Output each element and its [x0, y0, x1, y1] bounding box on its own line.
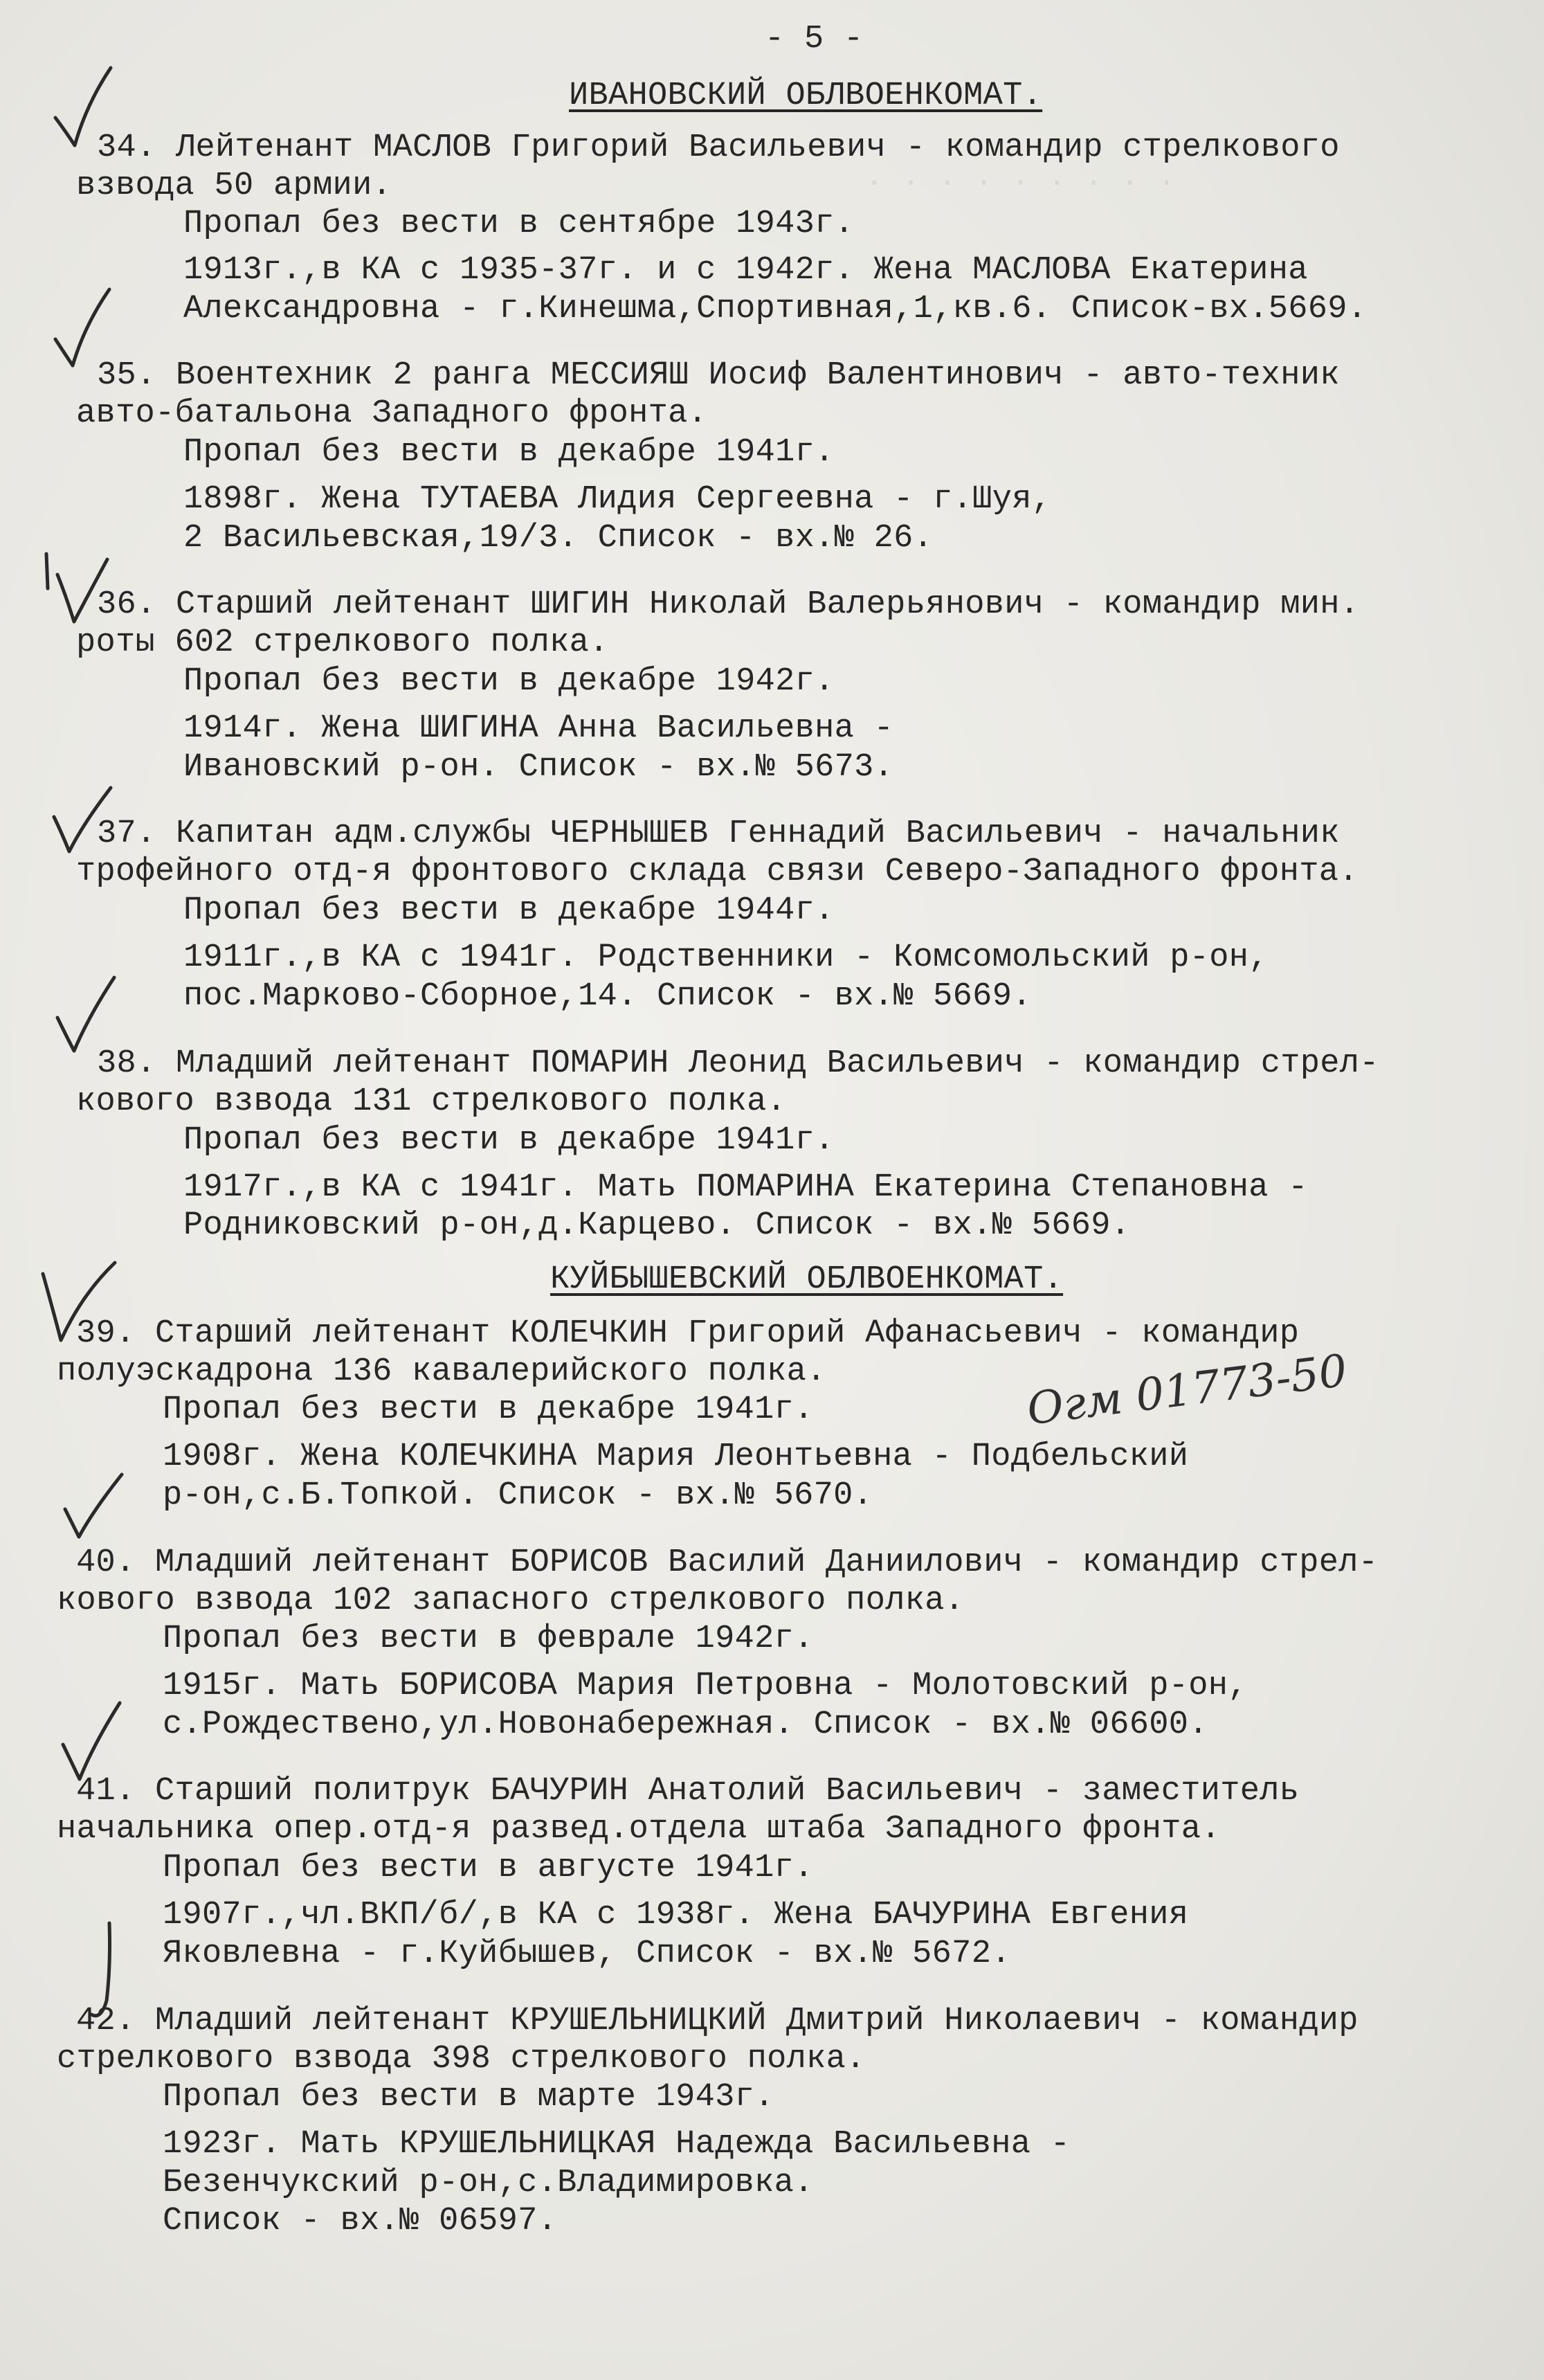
- entry-40-line-2: кового взвода 102 запасного стрелкового полка.: [57, 1583, 965, 1619]
- entry-36-line-2: роты 602 стрелкового полка.: [76, 624, 609, 661]
- entry-41-line-4: 1907г.,чл.ВКП/б/,в КА с 1938г. Жена БАЧУРИНА Евгения: [163, 1897, 1189, 1933]
- entry-41-line-3: Пропал без вести в августе 1941г.: [163, 1850, 814, 1886]
- entry-34-line-3: Пропал без вести в сентябре 1943г.: [183, 206, 855, 242]
- entry-42-line-1: 42. Младший лейтенант КРУШЕЛЬНИЦКИЙ Дмитрий Николаевич - командир: [76, 2003, 1359, 2039]
- entry-41-line-5: Яковлевна - г.Куйбышев, Список - вх.№ 5672.: [163, 1936, 1011, 1972]
- entry-37-line-2: трофейного отд-я фронтового склада связи Северо-Западного фронта.: [76, 854, 1359, 890]
- entry-40-line-1: 40. Младший лейтенант БОРИСОВ Василий Даниилович - командир стрел-: [76, 1544, 1379, 1581]
- entry-40-line-4: 1915г. Мать БОРИСОВА Мария Петровна - Молотовский р-он,: [163, 1668, 1248, 1704]
- entry-37-line-3: Пропал без вести в декабре 1944г.: [183, 892, 835, 929]
- entry-39-line-5: р-он,с.Б.Топкой. Список - вх.№ 5670.: [163, 1477, 873, 1514]
- entry-35-line-4: 1898г. Жена ТУТАЕВА Лидия Сергеевна - г.Шуя,: [183, 481, 1052, 518]
- entry-36-line-4: 1914г. Жена ШИГИНА Анна Васильевна -: [183, 710, 894, 747]
- entry-41-line-2: начальника опер.отд-я развед.отдела штаба Западного фронта.: [57, 1811, 1221, 1848]
- bleed-through-text: · · · · · · · · ·: [865, 166, 1176, 201]
- entry-35-line-1: 35. Воентехник 2 ранга МЕССИЯШ Иосиф Валентинович - авто-техник: [97, 357, 1340, 394]
- entry-38-line-1: 38. Младший лейтенант ПОМАРИН Леонид Васильевич - командир стрел-: [97, 1045, 1379, 1082]
- entry-42-line-6: Список - вх.№ 06597.: [163, 2203, 558, 2239]
- entry-35-line-2: авто-батальона Западного фронта.: [76, 395, 708, 432]
- handwritten-note: Огм 01773-50: [1024, 1345, 1350, 1436]
- entry-42-line-3: Пропал без вести в марте 1943г.: [163, 2079, 774, 2116]
- entry-34-line-2: взвода 50 армии.: [76, 168, 392, 204]
- entry-34-line-4: 1913г.,в КА с 1935-37г. и с 1942г. Жена МАСЛОВА Екатерина: [183, 252, 1308, 289]
- entry-34-line-5: Александровна - г.Кинешма,Спортивная,1,кв.6. Список-вх.5669.: [183, 291, 1368, 327]
- entry-42-line-4: 1923г. Мать КРУШЕЛЬНИЦКАЯ Надежда Васильевна -: [163, 2126, 1071, 2163]
- entry-40-line-5: с.Рождествено,ул.Новонабережная. Список - вх.№ 06600.: [163, 1706, 1208, 1743]
- entry-38-line-5: Родниковский р-он,д.Карцево. Список - вх.№ 5669.: [183, 1207, 1131, 1244]
- entry-39-line-4: 1908г. Жена КОЛЕЧКИНА Мария Леонтьевна - Подбельский: [163, 1439, 1189, 1475]
- entry-36-line-5: Ивановский р-он. Список - вх.№ 5673.: [183, 749, 894, 786]
- entry-37-line-5: пос.Марково-Сборное,14. Список - вх.№ 5669.: [183, 978, 1032, 1015]
- entry-38-line-2: кового взвода 131 стрелкового полка.: [76, 1083, 787, 1120]
- section-heading-kuibyshev: КУЙБЫШЕВСКИЙ ОБЛВОЕНКОМАТ.: [550, 1261, 1064, 1298]
- page-number: - 5 -: [765, 21, 864, 57]
- entry-39-line-1: 39. Старший лейтенант КОЛЕЧКИН Григорий Афанасьевич - командир: [76, 1315, 1300, 1352]
- entry-37-line-1: 37. Капитан адм.службы ЧЕРНЫШЕВ Геннадий Васильевич - начальник: [97, 815, 1340, 852]
- section-heading-ivanovo: ИВАНОВСКИЙ ОБЛВОЕНКОМАТ.: [569, 78, 1043, 114]
- checkmark-icon: [55, 1468, 131, 1544]
- entry-41-line-1: 41. Старший политрук БАЧУРИН Анатолий Васильевич - заместитель: [76, 1773, 1300, 1810]
- entry-38-line-3: Пропал без вести в декабре 1941г.: [183, 1122, 835, 1159]
- entry-42-line-5: Безенчукский р-он,с.Владимировка.: [163, 2165, 814, 2201]
- entry-34-line-1: 34. Лейтенант МАСЛОВ Григорий Васильевич - командир стрелкового: [97, 129, 1340, 166]
- entry-35-line-3: Пропал без вести в декабре 1941г.: [183, 434, 835, 471]
- entry-36-line-3: Пропал без вести в декабре 1942г.: [183, 663, 835, 700]
- entry-36-line-1: 36. Старший лейтенант ШИГИН Николай Валерьянович - командир мин.: [97, 586, 1360, 623]
- entry-35-line-5: 2 Васильевская,19/3. Список - вх.№ 26.: [183, 520, 934, 557]
- entry-39-line-3: Пропал без вести в декабре 1941г.: [163, 1391, 814, 1428]
- entry-38-line-4: 1917г.,в КА с 1941г. Мать ПОМАРИНА Екатерина Степановна -: [183, 1169, 1308, 1206]
- entry-39-line-2: полуэскадрона 136 кавалерийского полка.: [57, 1353, 826, 1390]
- entry-42-line-2: стрелкового взвода 398 стрелкового полка.: [57, 2041, 866, 2077]
- entry-37-line-4: 1911г.,в КА с 1941г. Родственники - Комсомольский р-он,: [183, 939, 1269, 976]
- entry-40-line-3: Пропал без вести в феврале 1942г.: [163, 1621, 814, 1657]
